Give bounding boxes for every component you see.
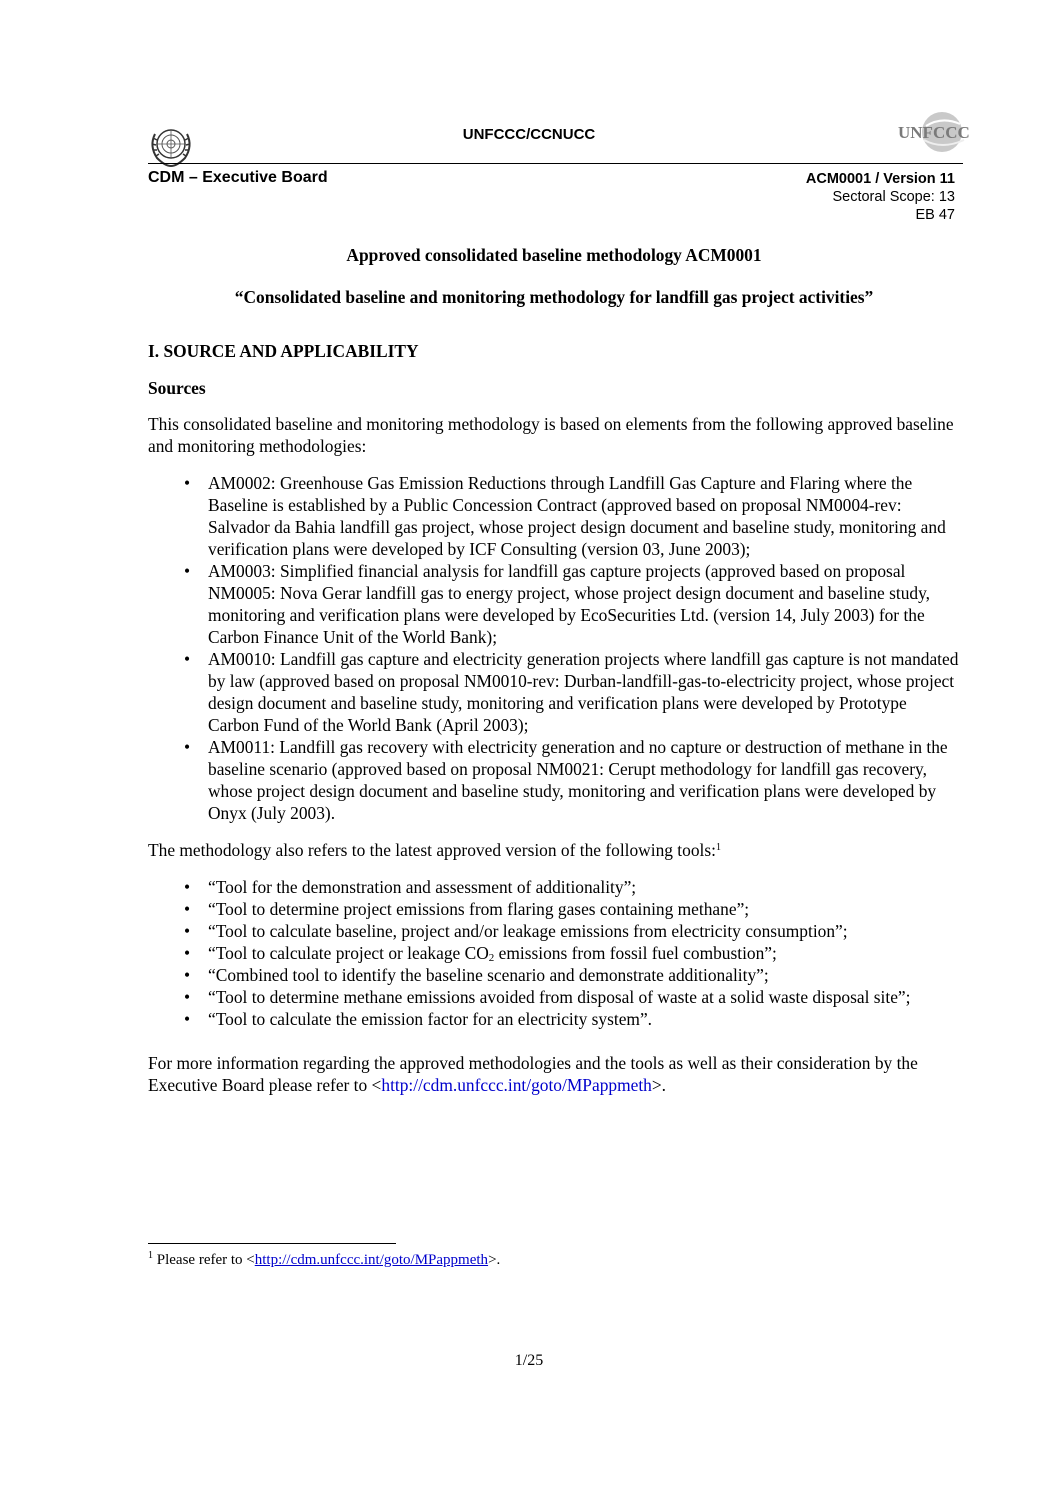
more-info-text: For more information regarding the approved methodologies and the tools as well as their consideration by the Executive Board please refer to < xyxy=(148,1053,918,1095)
section-heading: I. SOURCE AND APPLICABILITY xyxy=(148,341,419,361)
list-item: • “Tool for the demonstration and assessment of additionality”; xyxy=(208,876,960,898)
list-item: • “Tool to calculate baseline, project and/or leakage emissions from electricity consumption”; xyxy=(208,920,960,942)
tools-intro-text: The methodology also refers to the latest approved version of the following tools: xyxy=(148,840,716,860)
header-version: ACM0001 / Version 11 xyxy=(805,171,955,187)
sources-list xyxy=(148,472,960,824)
list-item xyxy=(208,942,960,964)
header-sectoral-scope: Sectoral Scope: 13 xyxy=(832,189,955,205)
unfccc-logo-icon xyxy=(890,110,985,162)
intro-paragraph: This consolidated baseline and monitoring methodology is based on elements from the following approved baseline and monitoring methodologies: xyxy=(148,414,954,456)
header-document-info xyxy=(806,170,955,224)
document-title: Approved consolidated baseline methodology ACM0001 xyxy=(346,245,762,265)
footnote-text: Please refer to < xyxy=(153,1252,255,1268)
footnote xyxy=(148,1252,500,1269)
list-item: • AM0003: Simplified financial analysis for landfill gas capture projects (approved based on proposal NM0005: Nova Gerar landfill gas to energy project, whose project design document and baseline study, monitoring and verification plans were developed by EcoSecurities Ltd. (version 14, July 2003) for the Carbon Finance Unit of the World Bank); xyxy=(208,560,960,648)
list-item: • “Tool to determine project emissions from flaring gases containing methane”; xyxy=(208,898,960,920)
footnote-mark: 1 xyxy=(148,1250,153,1261)
sources-heading: Sources xyxy=(148,378,206,398)
page-number: 1/25 xyxy=(514,1352,544,1369)
list-item: • “Tool to determine methane emissions avoided from disposal of waste at a solid waste disposal site”; xyxy=(208,986,960,1008)
tool-4-text-start: “Tool to calculate project or leakage CO xyxy=(208,943,489,963)
header-title: UNFCCC/CCNUCC xyxy=(462,126,596,143)
mpappmeth-link[interactable]: http://cdm.unfccc.int/goto/MPappmeth xyxy=(381,1075,652,1095)
list-item: • AM0011: Landfill gas recovery with electricity generation and no capture or destruction of methane in the baseline scenario (approved based on proposal NM0021: Cerupt methodology for landfill gas recovery, whose project design document and baseline study, monitoring and verification plans were developed by Onyx (July 2003). xyxy=(208,736,960,824)
document-subtitle: “Consolidated baseline and monitoring methodology for landfill gas project activities” xyxy=(234,287,874,307)
footnote-reference[interactable]: 1 xyxy=(715,842,721,853)
tool-4-subscript: 2 xyxy=(488,952,495,964)
tools-intro xyxy=(148,839,960,861)
document-body xyxy=(148,244,960,1111)
header-eb-number: EB 47 xyxy=(915,207,955,223)
unfccc-logo-text: UNFCCC xyxy=(898,123,970,142)
footnote-text-end: >. xyxy=(488,1252,501,1268)
list-item: • AM0010: Landfill gas capture and electricity generation projects where landfill gas capture is not mandated by law (approved based on proposal NM0010-rev: Durban-landfill-gas-to-electricity project, whose project design document and baseline study, monitoring and verification plans were developed by Prototype Carbon Fund of the World Bank (April 2003); xyxy=(208,648,960,736)
header-divider xyxy=(148,163,963,164)
footnote-link[interactable]: http://cdm.unfccc.int/goto/MPappmeth xyxy=(254,1252,489,1268)
header-board-name: CDM – Executive Board xyxy=(148,169,328,186)
tools-list xyxy=(148,876,960,1030)
more-info-text-end: >. xyxy=(651,1075,667,1095)
more-info-paragraph xyxy=(148,1052,960,1096)
list-item: • “Tool to calculate the emission factor for an electricity system”. xyxy=(208,1008,960,1030)
list-item: • “Combined tool to identify the baseline scenario and demonstrate additionality”; xyxy=(208,964,960,986)
tool-4-text-end: emissions from fossil fuel combustion”; xyxy=(494,943,777,963)
footnote-divider xyxy=(148,1243,396,1244)
list-item: • AM0002: Greenhouse Gas Emission Reductions through Landfill Gas Capture and Flaring where the Baseline is established by a Public Concession Contract (approved based on proposal NM0004-rev: Salvador da Bahia landfill gas project, whose project design document and baseline study, monitoring and verification plans were developed by ICF Consulting (version 03, June 2003); xyxy=(208,472,960,560)
